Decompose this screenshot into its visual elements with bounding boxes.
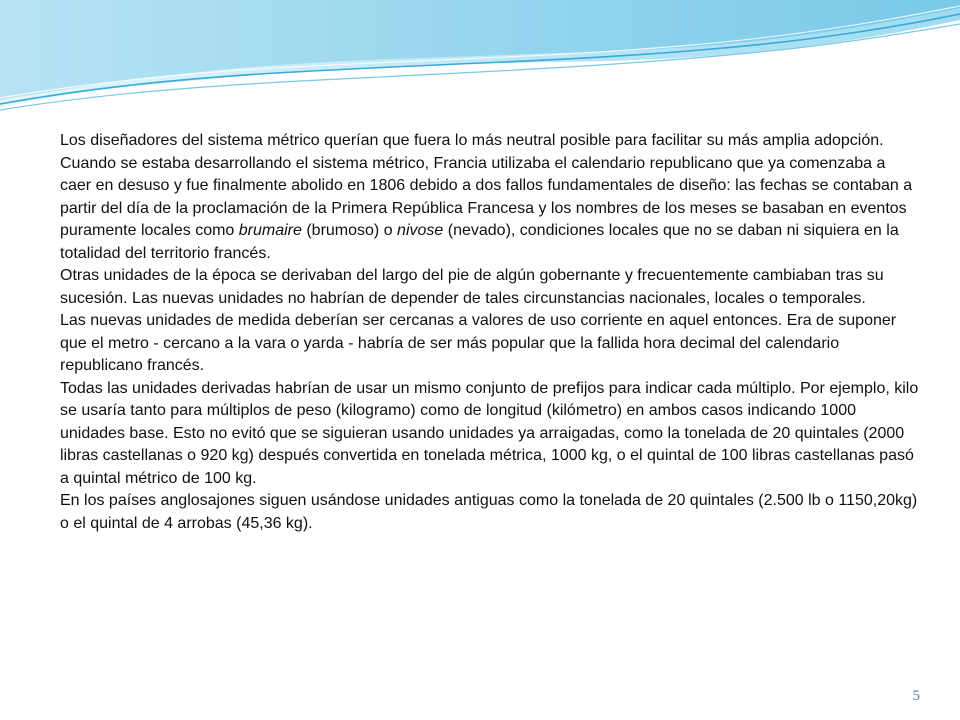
paragraph-1	[60, 130, 920, 265]
paragraph-3: Las nuevas unidades de medida deberían ser cercanas a valores de uso corriente en aquel entonces. Era de suponer que el metro - cercano a la vara o yarda - habría de ser más popular que la fallida hora decimal del calendario republicano francés.	[60, 312, 897, 374]
paragraph-1-text-c: (nevado), condiciones locales que no se daban ni siquiera en la totalidad del territorio francés.	[60, 222, 899, 262]
decorative-wave-banner	[0, 0, 960, 120]
slide-body-text	[60, 130, 920, 535]
paragraph-1-text-b: (brumoso) o	[301, 222, 398, 239]
nivose-term: nivose	[397, 222, 444, 239]
paragraph-4: Todas las unidades derivadas habrían de usar un mismo conjunto de prefijos para indicar cada múltiplo. Por ejemplo, kilo se usaría tanto para múltiplos de peso (kilogramo) como de longitud (kilómetro) en ambos casos indicando 1000 unidades base. Esto no evitó que se siguieran usando unidades ya arraigadas, como la tonelada de 20 quintales (2000 libras castellanas o 920 kg) después convertida en tonelada métrica, 1000 kg, o el quintal de 100 libras castellanas pasó a quintal métrico de 100 kg.	[60, 379, 919, 487]
brumaire-term: brumaire	[238, 222, 302, 239]
paragraph-5: En los países anglosajones siguen usándose unidades antiguas como la tonelada de 20 quintales (2.500 lb o 1150,20kg) o el quintal de 4 arrobas (45,36 kg).	[60, 492, 918, 532]
slide-number: 5	[912, 688, 920, 704]
paragraph-1-text-a: Los diseñadores del sistema métrico querían que fuera lo más neutral posible para facilitar su más amplia adopción. Cuando se estaba desarrollando el sistema métrico, Francia utilizaba el calendario republicano que ya comenzaba a caer en desuso y fue finalmente abolido en 1806 debido a dos fallos fundamentales de diseño: las fechas se contaban a partir del día de la proclamación de la Primera República Francesa y los nombres de los meses se basaban en eventos puramente locales como	[60, 132, 913, 239]
paragraph-2: Otras unidades de la época se derivaban del largo del pie de algún gobernante y frecuentemente cambiaban tras su sucesión. Las nuevas unidades no habrían de depender de tales circunstancias nacionales, locales o temporales.	[60, 267, 884, 307]
